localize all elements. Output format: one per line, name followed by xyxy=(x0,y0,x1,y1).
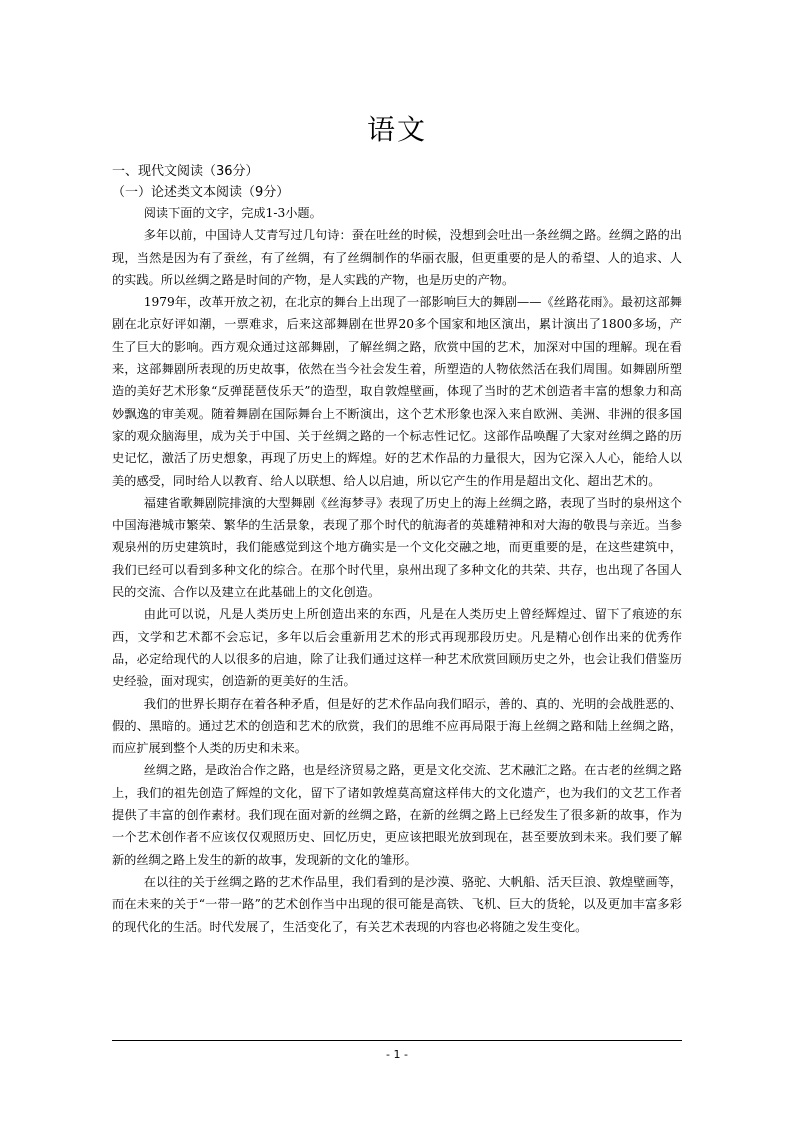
subsection-heading: （一）论述类文本阅读（9分） xyxy=(112,185,290,200)
page-number: - 1 - xyxy=(386,1048,408,1061)
section-heading: 一、现代文阅读（36分） xyxy=(112,164,259,179)
instruction-paragraph: 阅读下面的文字，完成1-3小题。 xyxy=(143,206,322,220)
article-body xyxy=(112,202,682,938)
body-paragraph: 由此可以说，凡是人类历史上所创造出来的东西，凡是在人类历史上曾经辉煌过、留下了痕迹的东西，文学和艺术都不会忘记，多年以后会重新用艺术的形式再现那段历史。凡是精心创作出来的优秀作品，必定给现代的人以很多的启迪，除了让我们通过这样一种艺术欣赏回顾历史之外，也会让我们借鉴历史经验，面对现实，创造新的更美好的生活。 xyxy=(112,607,682,689)
footer-divider xyxy=(112,1040,682,1041)
body-paragraph: 我们的世界长期存在着各种矛盾，但是好的艺术作品向我们昭示，善的、真的、光明的会战胜恶的、假的、黑暗的。通过艺术的创造和艺术的欣赏，我们的思维不应再局限于海上丝绸之路和陆上丝绸之路，而应扩展到整个人类的历史和未来。 xyxy=(112,696,682,756)
body-paragraph: 福建省歌舞剧院排演的大型舞剧《丝海梦寻》表现了历史上的海上丝绸之路，表现了当时的泉州这个中国海港城市繁荣、繁华的生活景象，表现了那个时代的航海者的英雄精神和对大海的敬畏与亲近。当参观泉州的历史建筑时，我们能感觉到这个地方确实是一个文化交融之地，而更重要的是，在这些建筑中，我们已经可以看到多种文化的综合。在那个时代里，泉州出现了多种文化的共荣、共存，也出现了各国人民的交流、合作以及建立在此基础上的文化创造。 xyxy=(112,495,682,600)
page-title: 语文 xyxy=(366,113,427,146)
body-paragraph: 多年以前，中国诗人艾青写过几句诗：蚕在吐丝的时候，没想到会吐出一条丝绸之路。丝绸之路的出现，当然是因为有了蚕丝，有了丝绸，有了丝绸制作的华丽衣服，但更重要的是人的希望、人的追求、人的实践。所以丝绸之路是时间的产物，是人实践的产物，也是历史的产物。 xyxy=(112,228,682,287)
body-paragraph: 1979年，改革开放之初，在北京的舞台上出现了一部影响巨大的舞剧——《丝路花雨》。最初这部舞剧在北京好评如潮，一票难求，后来这部舞剧在世界20多个国家和地区演出，累计演出了1800多场，产生了巨大的影响。西方观众通过这部舞剧，了解丝绸之路，欣赏中国的艺术，加深对中国的理解。现在看来，这部舞剧所表现的历史故事，依然在当今社会发生着，所塑造的人物依然活在我们周围。如舞剧所塑造的美好艺术形象“反弹琵琶伎乐天”的造型，取自敦煌壁画，体现了当时的艺术创造者丰富的想象力和高妙飘逸的审美观。随着舞剧在国际舞台上不断演出，这个艺术形象也深入来自欧洲、美洲、非洲的很多国家的观众脑海里，成为关于中国、关于丝绸之路的一个标志性记忆。这部作品唤醒了大家对丝绸之路的历史记忆，激活了历史想象，再现了历史上的辉煌。好的艺术作品的力量很大，因为它深入人心，能给人以美的感受，同时给人以教育、给人以联想、给人以启迪，所以它产生的作用是超出文化、超出艺术的。 xyxy=(112,295,682,488)
body-paragraph: 在以往的关于丝绸之路的艺术作品里，我们看到的是沙漠、骆驼、大帆船、活天巨浪、敦煌壁画等，而在未来的关于“一带一路”的艺术创作当中出现的很可能是高铁、飞机、巨大的货轮，以及更加丰富多彩的现代化的生活。时代发展了，生活变化了，有关艺术表现的内容也必将随之发生变化。 xyxy=(112,874,682,934)
body-paragraph: 丝绸之路，是政治合作之路，也是经济贸易之路，更是文化交流、艺术融汇之路。在古老的丝绸之路上，我们的祖先创造了辉煌的文化，留下了诸如敦煌莫高窟这样伟大的文化遗产，也为我们的文艺工作者提供了丰富的创作素材。我们现在面对新的丝绸之路，在新的丝绸之路上已经发生了很多新的故事，作为一个艺术创作者不应该仅仅观照历史、回忆历史，更应该把眼光放到现在，甚至要放到未来。我们要了解新的丝绸之路上发生的新的故事，发现新的文化的雏形。 xyxy=(112,763,682,867)
